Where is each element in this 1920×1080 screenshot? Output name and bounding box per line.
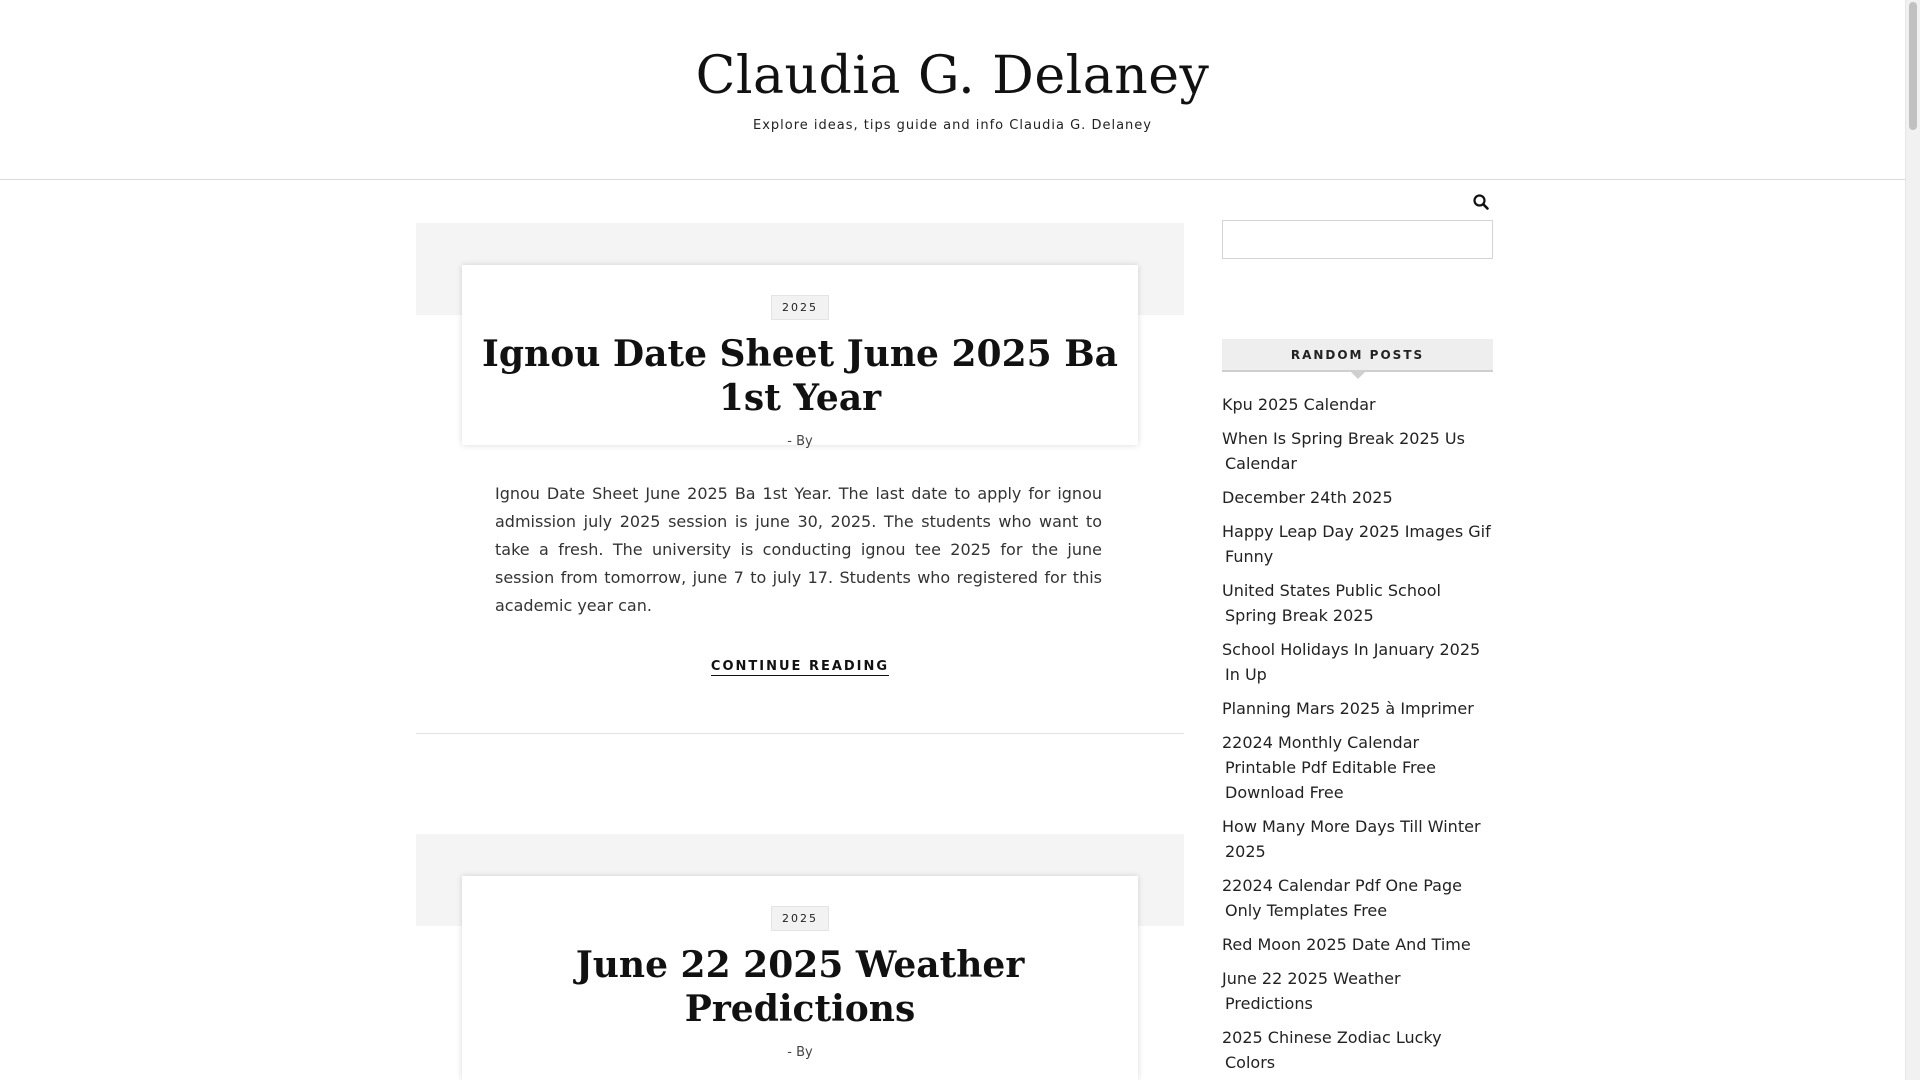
random-post-item[interactable] <box>1222 966 1493 1016</box>
random-post-item[interactable] <box>1222 730 1493 805</box>
random-post-item[interactable] <box>1222 814 1493 864</box>
category-badge[interactable]: 2025 <box>771 906 829 931</box>
post-divider <box>416 733 1184 734</box>
random-post-link[interactable]: 22024 Calendar Pdf One Page Only Templates Free <box>1222 876 1462 920</box>
continue-reading-label[interactable]: CONTINUE READING <box>710 659 890 674</box>
random-post-item[interactable] <box>1222 696 1493 721</box>
random-post-link[interactable]: Red Moon 2025 Date And Time <box>1222 935 1471 954</box>
scrollbar-thumb[interactable] <box>1909 2 1917 130</box>
random-post-link[interactable]: 2025 Chinese Zodiac Lucky Colors <box>1222 1028 1442 1072</box>
post-title[interactable]: Ignou Date Sheet June 2025 Ba 1st Year <box>482 333 1118 419</box>
post-meta: - By <box>787 434 813 449</box>
random-post-item[interactable] <box>1222 578 1493 628</box>
random-post-item[interactable] <box>1222 392 1493 417</box>
site-tagline: Explore ideas, tips guide and info Claudia G. Delaney <box>753 118 1152 133</box>
random-post-item[interactable] <box>1222 873 1493 923</box>
random-post-link[interactable]: 22024 Monthly Calendar Printable Pdf Editable Free Download Free <box>1222 733 1436 802</box>
category-badge[interactable]: 2025 <box>771 295 829 320</box>
post-title[interactable]: June 22 2025 Weather Predictions <box>575 944 1025 1030</box>
random-post-link[interactable]: Happy Leap Day 2025 Images Gif Funny <box>1222 522 1491 566</box>
post-title-card <box>462 876 1138 1080</box>
random-post-item[interactable] <box>1222 485 1493 510</box>
post-title-card <box>462 265 1138 449</box>
random-post-item[interactable] <box>1222 426 1493 476</box>
random-post-item[interactable] <box>1222 932 1493 957</box>
random-post-item[interactable] <box>1222 519 1493 569</box>
random-post-link[interactable]: United States Public School Spring Break 2025 <box>1222 581 1441 625</box>
random-post-item[interactable] <box>1222 637 1493 687</box>
continue-reading-link[interactable] <box>416 659 1184 674</box>
random-post-link[interactable]: December 24th 2025 <box>1222 488 1393 507</box>
site-title[interactable]: Claudia G. Delaney <box>695 46 1210 106</box>
scrollbar[interactable] <box>1905 0 1920 1080</box>
random-post-link[interactable]: Kpu 2025 Calendar <box>1222 395 1376 414</box>
post-excerpt: Ignou Date Sheet June 2025 Ba 1st Year. The last date to apply for ignou admission july 2025 session is june 30, 2025. The students who want to take a fresh. The university is conducting ignou tee 2025 for the june session from tomorrow, june 7 to july 17. Students who registered for this academic year can. <box>495 484 1102 615</box>
post-meta: - By <box>787 1045 813 1060</box>
random-post-link[interactable]: How Many More Days Till Winter 2025 <box>1222 817 1481 861</box>
random-posts-list <box>1222 392 1493 1075</box>
random-posts-heading: RANDOM POSTS <box>1222 339 1493 372</box>
search-icon[interactable] <box>1472 193 1490 211</box>
random-post-link[interactable]: Planning Mars 2025 à Imprimer <box>1222 699 1474 718</box>
search-input[interactable] <box>1222 220 1493 259</box>
random-post-link[interactable]: When Is Spring Break 2025 Us Calendar <box>1222 429 1465 473</box>
random-post-item[interactable] <box>1222 1025 1493 1075</box>
random-post-link[interactable]: June 22 2025 Weather Predictions <box>1222 969 1401 1013</box>
random-post-link[interactable]: School Holidays In January 2025 In Up <box>1222 640 1481 684</box>
sidebar <box>1222 220 1493 1080</box>
site-header <box>0 0 1905 180</box>
